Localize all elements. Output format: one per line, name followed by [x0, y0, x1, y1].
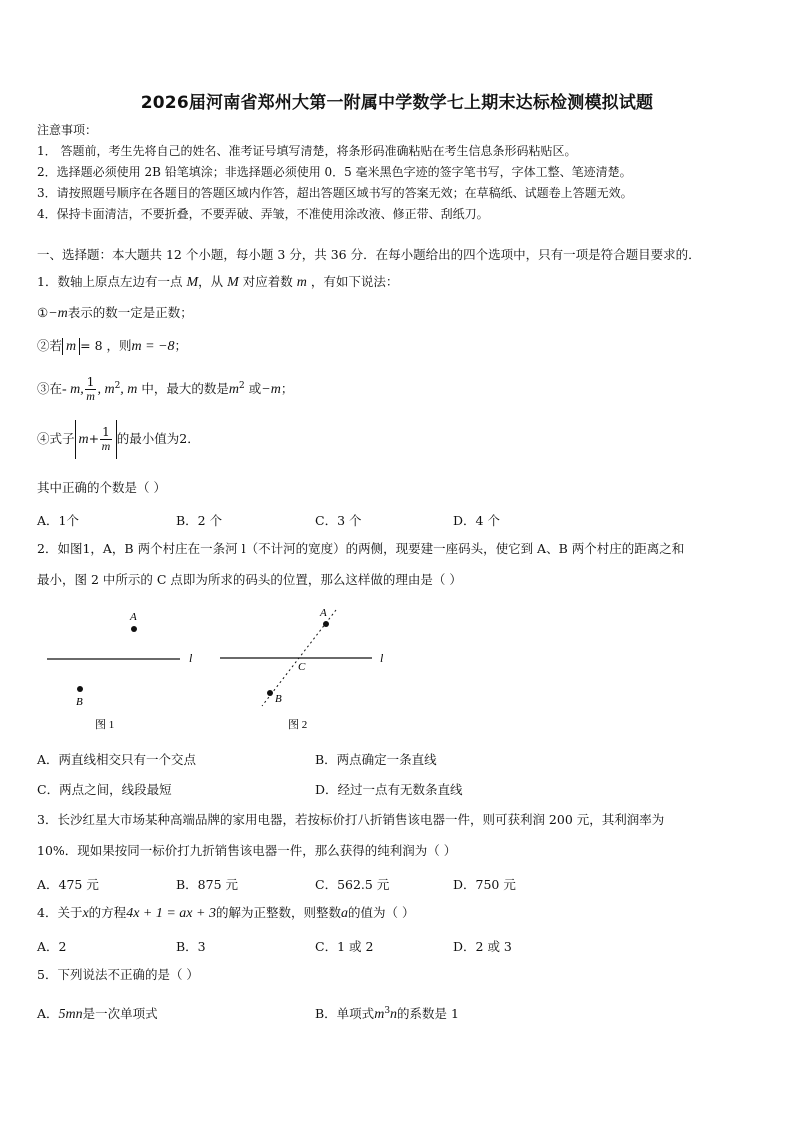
fraction-numerator: 1 [102, 425, 110, 439]
q1-stem-var: M [227, 275, 239, 290]
q3-option-b[interactable]: B．875 元 [176, 877, 239, 892]
q2-option-b[interactable]: B．两点确定一条直线 [315, 752, 437, 767]
figure-1 [47, 611, 193, 731]
abs-value [75, 420, 117, 459]
q5-option-b[interactable] [315, 1004, 459, 1023]
q1-option-b[interactable]: B．2 个 [176, 513, 223, 528]
q1-stem-text: 对应着数 [242, 274, 293, 289]
figure-caption: 图 2 [288, 719, 308, 731]
point-a [131, 626, 137, 632]
label-l: l [380, 651, 384, 665]
q1-statement-2 [37, 338, 187, 355]
fraction-denominator: m [101, 439, 111, 453]
fraction [100, 426, 112, 453]
label-l: l [189, 651, 193, 665]
q1-stem-var: M [186, 275, 199, 290]
q1-s4-var: m [78, 432, 89, 447]
q1-stem-text: 1．数轴上原点左边有一点 [37, 274, 183, 289]
q1-s4-text: 的最小值为 [116, 431, 180, 446]
q5-option-b-expr: m [374, 1007, 385, 1022]
figure-caption: 图 1 [95, 719, 115, 731]
q1-statement-4 [37, 420, 200, 459]
q3-stem-line2: 10%．现如果按同一标价打九折销售该电器一件，那么获得的纯利润为（ ） [37, 843, 457, 858]
fraction-numerator: 1 [86, 375, 95, 390]
q2-option-c[interactable]: C．两点之间，线段最短 [37, 782, 172, 797]
q2-stem-line2: 最小，图 2 中所示的 C 点即为所求的码头的位置，那么这样做的理由是（ ） [37, 572, 462, 587]
q1-s3-expr: - m, [62, 382, 84, 398]
q4-option-b[interactable]: B．3 [176, 939, 206, 954]
q1-s2-text: = 8 ，则 [80, 338, 132, 353]
q1-s4-label: ④式子 [37, 431, 75, 446]
q4-stem [37, 905, 414, 922]
q3-option-c[interactable]: C．562.5 元 [315, 877, 390, 892]
q4-option-a[interactable]: A．2 [37, 939, 67, 954]
q1-s4-value: 2 [179, 431, 188, 446]
q1-s3-text: ； [280, 381, 294, 397]
fraction [85, 376, 97, 403]
fraction-denominator: m [86, 389, 95, 404]
q1-s3-var: m [228, 382, 240, 398]
q1-s1-text: 表示的数一定是正数； [67, 305, 193, 320]
page-title: 2026届河南省郑州大第一附属中学数学七上期末达标检测模拟试题 [140, 93, 654, 113]
label-c: C [298, 661, 306, 673]
q5-option-b-text: 的系数是 1 [397, 1006, 459, 1021]
q1-s2-text: ； [174, 338, 188, 353]
q1-stem [37, 274, 398, 291]
note-item: 2．选择题必须使用 2B 铅笔填涂；非选择题必须使用 0．5 毫米黑色字迹的签字笔书写，字体工整、笔迹清楚。 [37, 165, 632, 179]
q5-option-a[interactable] [37, 1004, 158, 1023]
label-a: A [320, 607, 327, 619]
abs-value [62, 338, 80, 355]
q4-stem-var: a [340, 906, 348, 921]
q3-option-d[interactable]: D．750 元 [453, 877, 516, 892]
q4-stem-text: 的值为（ ） [347, 905, 415, 920]
q1-s3-text: 中，最大的数是 [141, 381, 229, 397]
q4-stem-text: 的方程 [88, 905, 127, 920]
q1-s3-label: ③在 [37, 381, 63, 397]
q1-option-c[interactable]: C．3 个 [315, 513, 362, 528]
q1-s2-label: ②若 [37, 338, 63, 353]
label-b: B [275, 693, 282, 705]
q1-s3-expr: , m [120, 382, 138, 398]
q1-s3-expr: , m [97, 382, 115, 398]
note-item: 1． 答题前，考生先将自己的姓名、准考证号填写清楚，将条形码准确粘贴在考生信息条形码粘贴区。 [37, 144, 577, 158]
note-item: 4．保持卡面清洁，不要折叠，不要弄破、弄皱，不准使用涂改液、修正带、刮纸刀。 [37, 207, 489, 221]
notes-heading: 注意事项： [37, 123, 98, 137]
q1-s2-var: m [66, 339, 77, 354]
point-a [323, 621, 329, 627]
q1-statement-3 [37, 372, 293, 404]
q4-stem-text: 4．关于 [37, 905, 83, 920]
label-a: A [130, 611, 137, 623]
q5-option-a-expr: 5mn [58, 1007, 83, 1022]
q1-s2-expr: m = −8 [131, 339, 175, 354]
q4-option-c[interactable]: C．1 或 2 [315, 939, 374, 954]
point-b [267, 690, 273, 696]
q1-statement-1 [37, 305, 193, 322]
q4-stem-var: x [82, 906, 89, 921]
superscript: 2 [239, 381, 245, 391]
q2-stem-line1: 2．如图1，A，B 两个村庄在一条河 l（不计河的宽度）的两侧，现要建一座码头，使它到 A、B 两个村庄的距离之和 [37, 541, 685, 556]
q1-stem-text: ，有如下说法： [310, 274, 399, 289]
section-heading: 一、选择题：本大题共 12 个小题，每小题 3 分，共 36 分．在每小题给出的四个选项中，只有一项是符合题目要求的． [37, 247, 701, 262]
q1-stem-var: m [296, 275, 307, 290]
q1-s1-expr: −m [48, 306, 68, 321]
q2-option-a[interactable]: A．两直线相交只有一个交点 [37, 752, 197, 767]
q5-option-b-expr: n [390, 1007, 398, 1022]
superscript: 3 [384, 1005, 391, 1016]
q1-s4-text: ． [187, 431, 200, 446]
q2-option-d[interactable]: D．经过一点有无数条直线 [315, 782, 463, 797]
q1-ask: 其中正确的个数是（ ） [37, 480, 166, 495]
q5-option-a-text: 是一次单项式 [82, 1006, 158, 1021]
superscript: 2 [114, 381, 121, 391]
figure-2 [220, 607, 384, 731]
q1-s3-text: 或 [248, 381, 262, 397]
q2-figures [0, 598, 794, 738]
q3-stem-line1: 3．长沙红星大市场某种高端品牌的家用电器，若按标价打八折销售该电器一件，则可获利润 200 元，其利润率为 [37, 812, 665, 827]
q1-option-a[interactable]: A．1个 [37, 513, 79, 528]
note-item: 3．请按照题号顺序在各题目的答题区域内作答，超出答题区域书写的答案无效；在草稿纸、试题卷上答题无效。 [37, 186, 633, 200]
label-b: B [76, 696, 83, 708]
q1-s4-op: + [88, 431, 100, 446]
q5-option-b-label: B．单项式 [315, 1006, 375, 1021]
q4-option-d[interactable]: D．2 或 3 [453, 939, 512, 954]
q5-stem: 5．下列说法不正确的是（ ） [37, 967, 199, 982]
point-b [77, 686, 83, 692]
q1-option-d[interactable]: D．4 个 [453, 513, 500, 528]
q1-s3-expr: −m [261, 382, 281, 398]
q3-option-a[interactable]: A．475 元 [37, 877, 99, 892]
q4-stem-text: 的解为正整数，则整数 [215, 905, 341, 920]
q5-option-a-label: A． [37, 1006, 59, 1021]
q1-s1-label: ① [37, 305, 49, 320]
q4-equation: 4x + 1 = ax + 3 [126, 906, 216, 921]
q1-stem-text: ，从 [198, 274, 224, 289]
